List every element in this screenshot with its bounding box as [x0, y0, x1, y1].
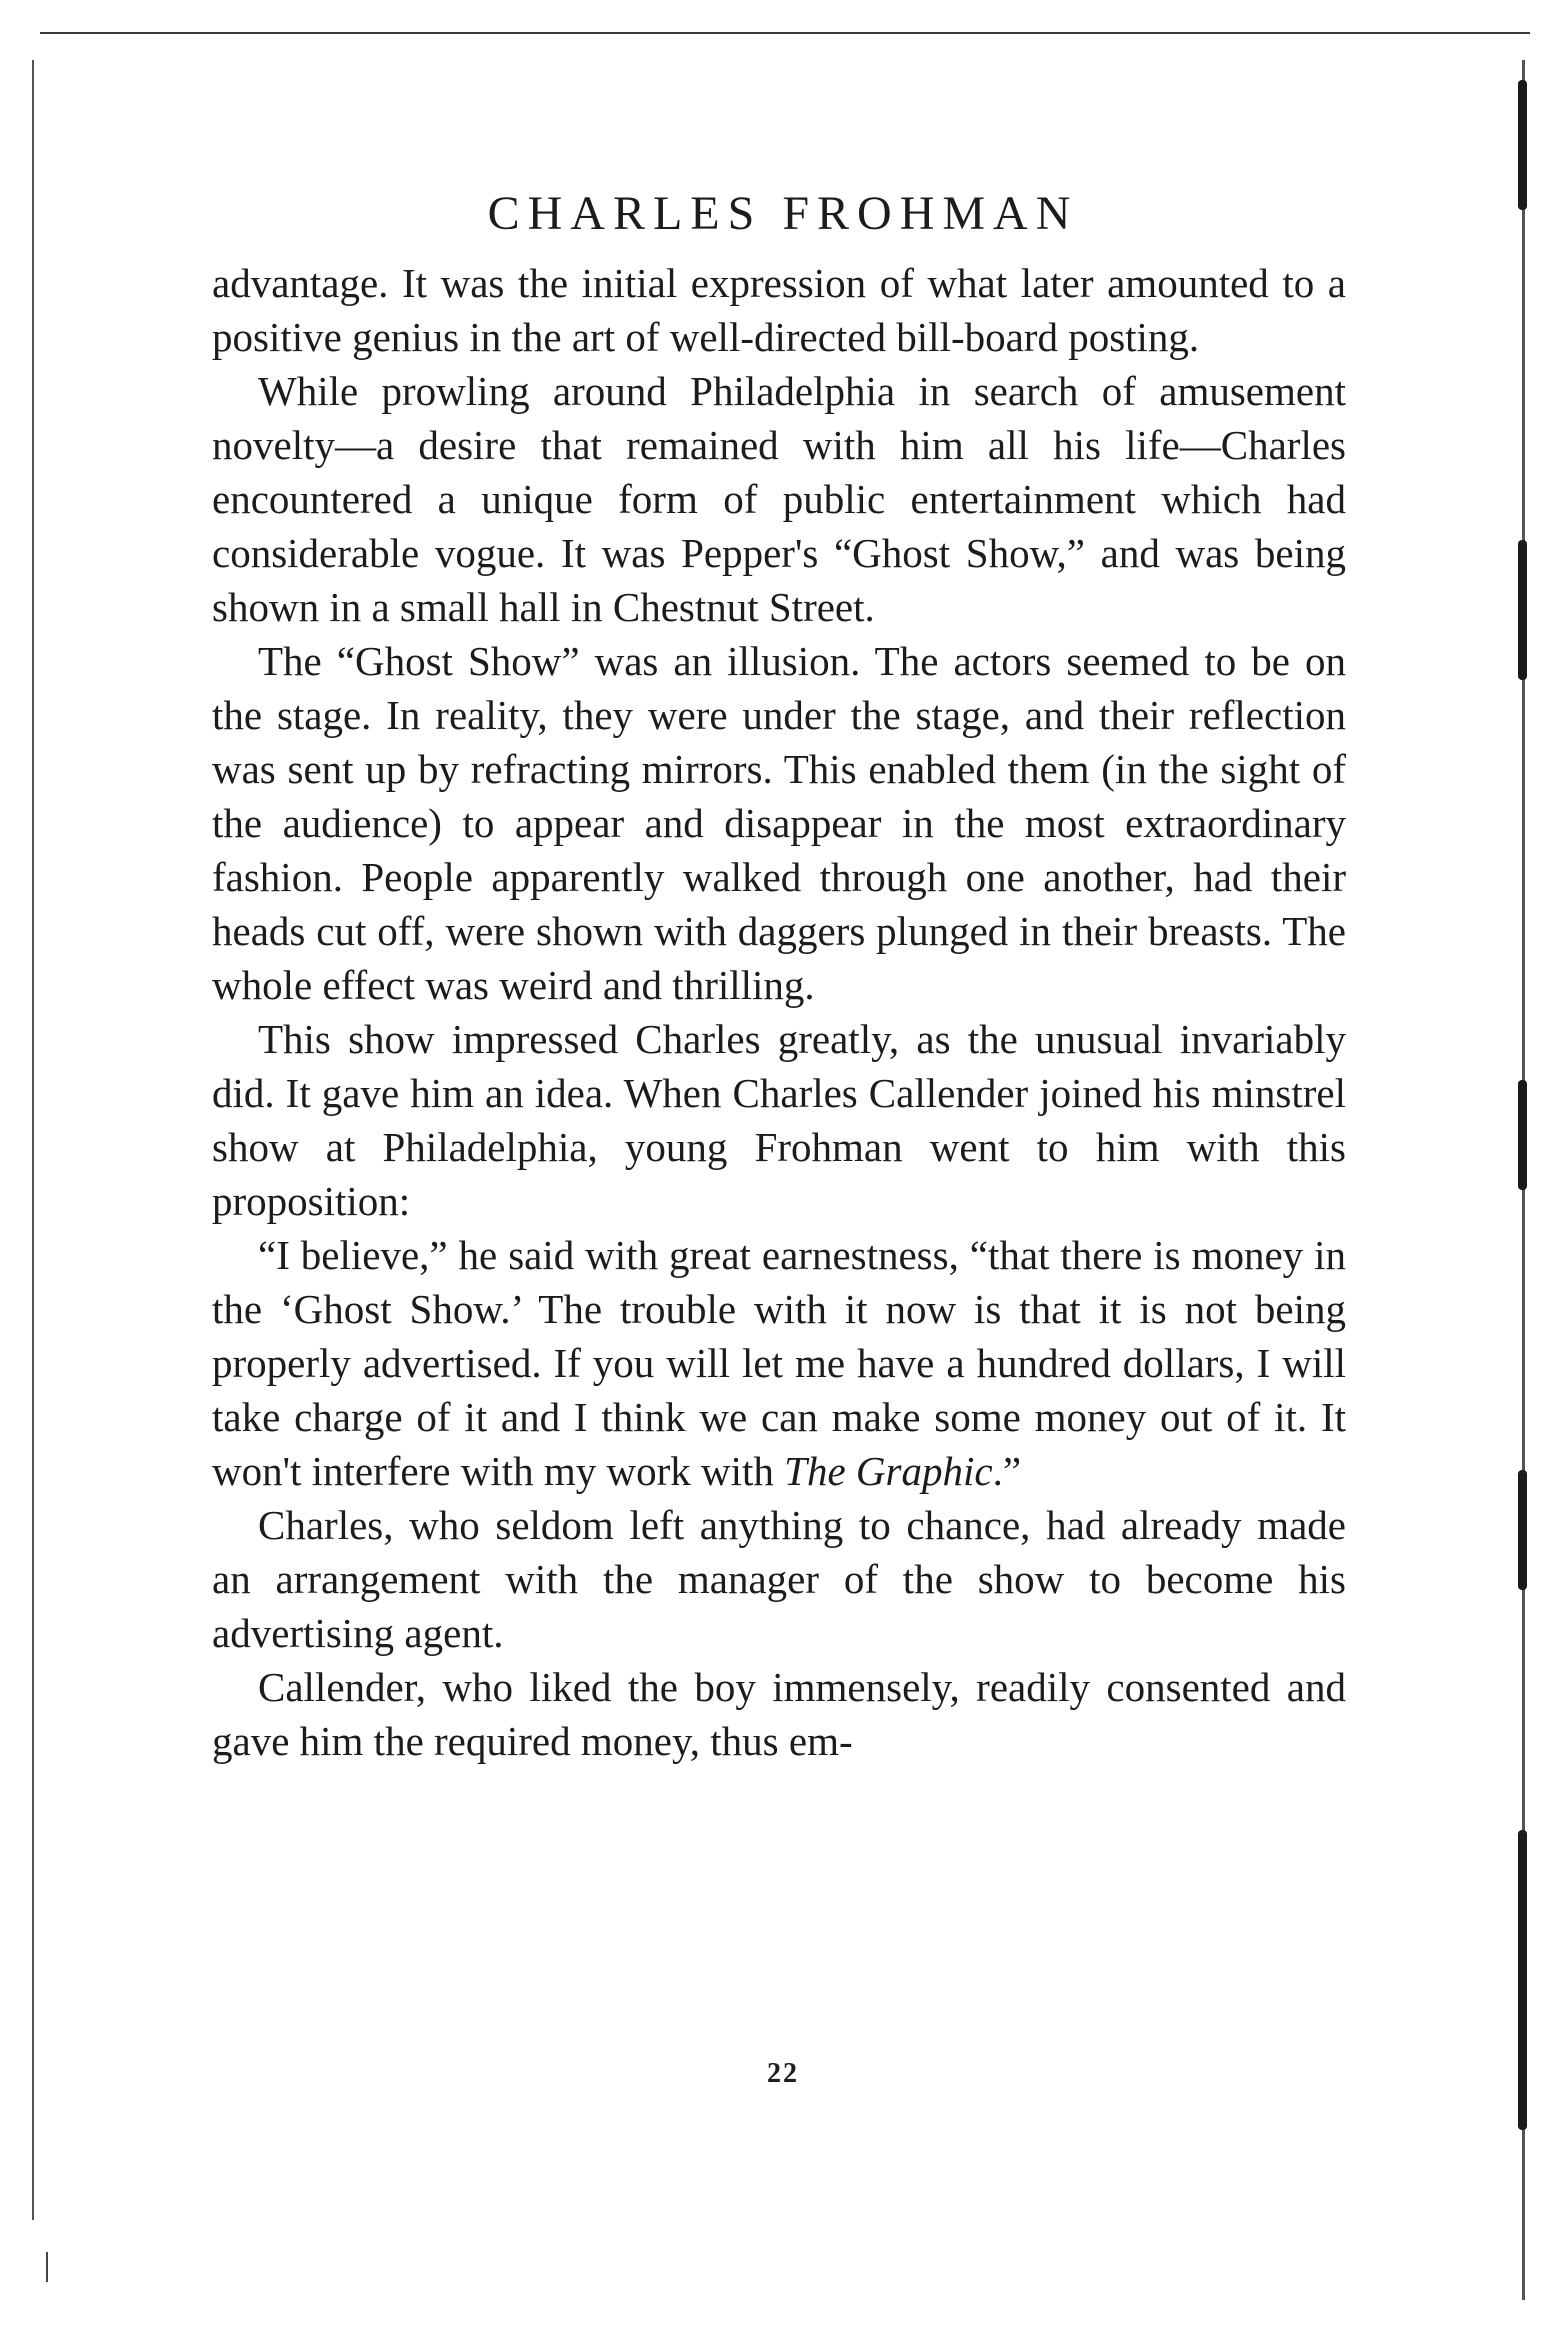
paragraph — [212, 1660, 1346, 1768]
paragraph-text: This show impressed Charles greatly, as the unusual invariably did. It gave him an idea. When Charles Callender joined his minstrel show at Philadelphia, young Frohman went to him with this proposition: — [212, 1016, 1346, 1224]
paragraph-text: .” — [992, 1448, 1022, 1494]
page-edge-shadow — [1518, 1080, 1527, 1190]
page-edge-shadow — [1518, 540, 1527, 680]
page-number: 22 — [767, 2058, 799, 2089]
paragraph-text: Callender, who liked the boy immensely, readily consented and gave him the required money, thus em- — [212, 1664, 1346, 1764]
body-text — [212, 256, 1346, 1768]
paragraph-text: “I believe,” he said with great earnestness, “that there is money in the ‘Ghost Show.’ The trouble with it now is that it is not being properly advertised. If you will let me have a hundred dollars, I will take charge of it and I think we can make some money out of it. It won't interfere with my work with — [212, 1232, 1346, 1494]
paragraph — [212, 634, 1346, 1012]
paragraph — [212, 256, 1346, 364]
page-edge-mark — [46, 2252, 48, 2282]
running-head: CHARLES FROHMAN — [487, 187, 1079, 240]
paragraph — [212, 1228, 1346, 1498]
paragraph — [212, 1012, 1346, 1228]
page-top-edge — [40, 32, 1530, 34]
paragraph-text: The “Ghost Show” was an illusion. The actors seemed to be on the stage. In reality, they were under the stage, and their reflection was sent up by refracting mirrors. This enabled them (in the sight of the audience) to appear and disappear in the most extraordinary fashion. People apparently walked through one another, had their heads cut off, were shown with daggers plunged in their breasts. The whole effect was weird and thrilling. — [212, 638, 1346, 1008]
paragraph-text: While prowling around Philadelphia in search of amusement novelty—a desire that remained with him all his life—Charles encountered a unique form of public entertainment which had considerable vogue. It was Pepper's “Ghost Show,” and was being shown in a small hall in Chestnut Street. — [212, 368, 1346, 630]
paragraph — [212, 1498, 1346, 1660]
page-edge-shadow — [1518, 1470, 1527, 1590]
page-left-edge — [32, 60, 34, 2220]
italic-title: The Graphic — [784, 1448, 993, 1494]
paragraph-text: advantage. It was the initial expression of what later amounted to a positive genius in the art of well-directed bill-board posting. — [212, 260, 1346, 360]
paragraph — [212, 364, 1346, 634]
paragraph-text: Charles, who seldom left anything to chance, had already made an arrangement with the manager of the show to become his advertising agent. — [212, 1502, 1346, 1656]
